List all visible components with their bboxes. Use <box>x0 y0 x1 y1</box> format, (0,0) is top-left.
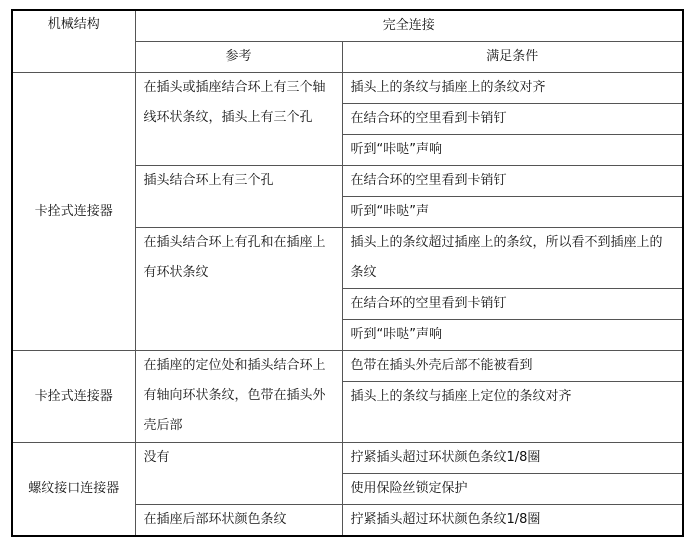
condition-cell: 在结合环的空里看到卡销钉 <box>342 104 683 135</box>
structure-cell: 螺纹接口连接器 <box>12 443 135 537</box>
header-full-connection: 完全连接 <box>135 10 683 42</box>
condition-cell: 拧紧插头超过环状颜色条纹1/8圈 <box>342 443 683 474</box>
structure-cell: 卡拴式连接器 <box>12 351 135 443</box>
header-structure: 机械结构 <box>12 10 135 73</box>
condition-cell: 插头上的条纹超过插座上的条纹，所以看不到插座上的条纹 <box>342 228 683 289</box>
reference-cell: 在插头结合环上有孔和在插座上有环状条纹 <box>135 228 342 351</box>
reference-cell: 在插头或插座结合环上有三个轴线环状条纹，插头上有三个孔 <box>135 73 342 166</box>
structure-cell: 卡拴式连接器 <box>12 73 135 351</box>
condition-cell: 插头上的条纹与插座上的条纹对齐 <box>342 73 683 104</box>
reference-cell: 在插座后部环状颜色条纹 <box>135 505 342 537</box>
header-reference: 参考 <box>135 42 342 73</box>
condition-cell: 听到“咔哒”声响 <box>342 135 683 166</box>
reference-cell: 没有 <box>135 443 342 505</box>
condition-cell: 听到“咔哒”声响 <box>342 320 683 351</box>
condition-cell: 色带在插头外壳后部不能被看到 <box>342 351 683 382</box>
connection-table <box>11 9 684 537</box>
condition-cell: 听到“咔哒”声 <box>342 197 683 228</box>
reference-cell: 插头结合环上有三个孔 <box>135 166 342 228</box>
condition-cell: 使用保险丝锁定保护 <box>342 474 683 505</box>
reference-cell: 在插座的定位处和插头结合环上有轴向环状条纹，色带在插头外壳后部 <box>135 351 342 443</box>
condition-cell: 在结合环的空里看到卡销钉 <box>342 289 683 320</box>
header-condition: 满足条件 <box>342 42 683 73</box>
condition-cell: 插头上的条纹与插座上定位的条纹对齐 <box>342 382 683 443</box>
condition-cell: 拧紧插头超过环状颜色条纹1/8圈 <box>342 505 683 537</box>
condition-cell: 在结合环的空里看到卡销钉 <box>342 166 683 197</box>
